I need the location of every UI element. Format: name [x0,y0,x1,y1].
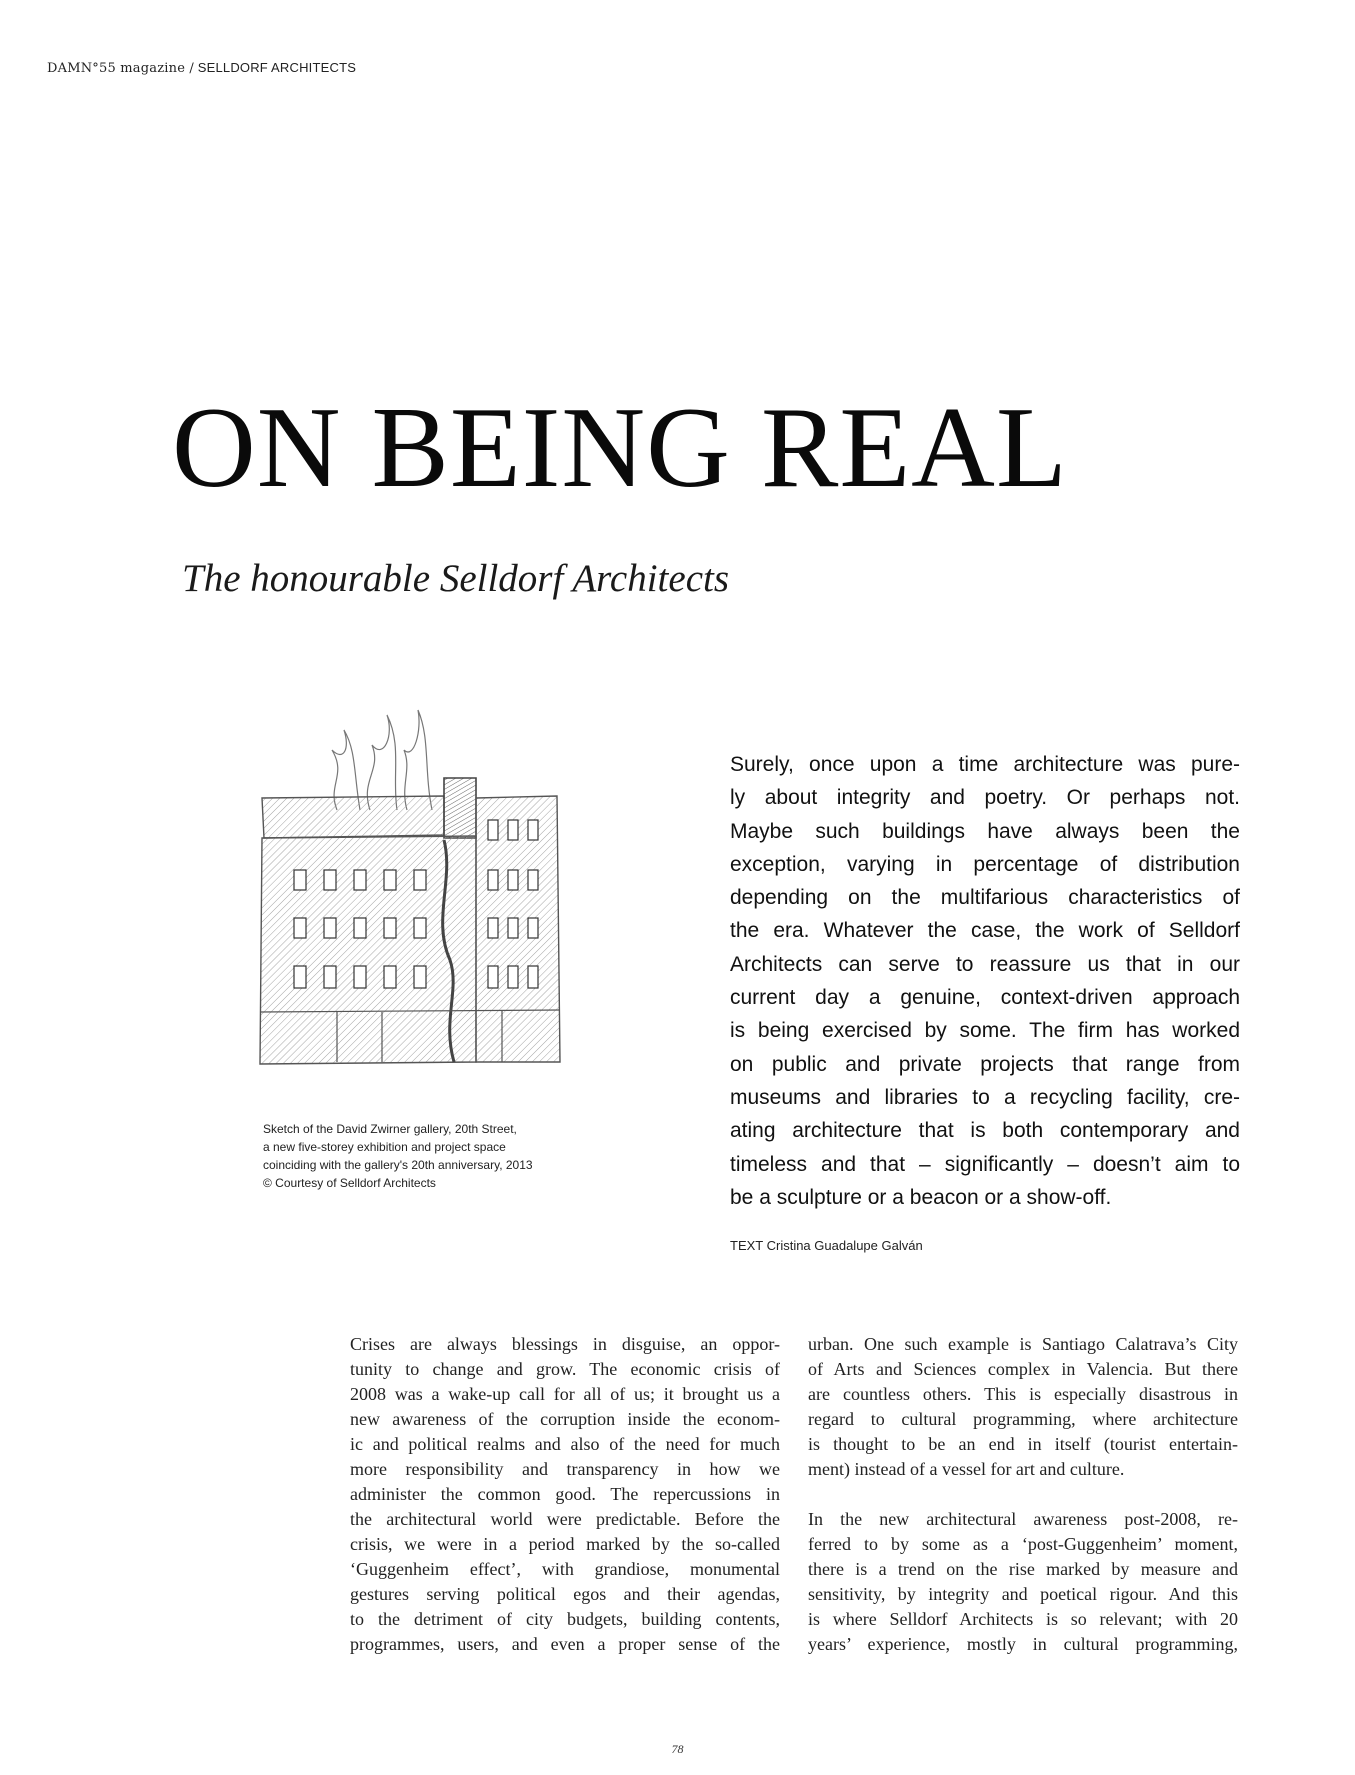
body-line: sensitivity, by integrity and poetical rigour. And this [808,1584,1238,1604]
page-number: 78 [671,1742,684,1756]
intro-line: current day a genuine, context-driven approach [730,986,1240,1010]
body-line: urban. One such example is Santiago Calatrava’s City [808,1334,1238,1354]
body-line: tunity to change and grow. The economic crisis of [350,1359,780,1379]
intro-line: Surely, once upon a time architecture was pure- [730,753,1240,776]
body-column-left [350,1332,780,1657]
body-line: of Arts and Sciences complex in Valencia. But there [808,1359,1238,1379]
body-line: In the new architectural awareness post-2008, re- [808,1509,1238,1529]
author-credit: TEXT Cristina Guadalupe Galván [730,1238,923,1253]
figure-caption [263,1120,603,1192]
article-title: ON BEING REAL [172,384,1068,512]
body-line: years’ experience, mostly in cultural programming, [808,1634,1238,1654]
body-line: there is a trend on the rise marked by measure and [808,1559,1238,1579]
intro-line: ating architecture that is both contemporary and [730,1119,1240,1143]
body-line: crisis, we were in a period marked by the so-called [350,1534,780,1554]
body-line: the architectural world were predictable. Before the [350,1509,780,1529]
body-line: ferred to by some as a ‘post-Guggenheim’ moment, [808,1534,1238,1554]
body-line: is thought to be an end in itself (tourist entertain- [808,1434,1238,1454]
intro-line: timeless and that – significantly – doesn’t aim to [730,1152,1240,1176]
building-sketch-image [232,690,642,1120]
running-head [47,60,356,77]
body-line: is where Selldorf Architects is so relevant; with 20 [808,1609,1238,1629]
body-line: ment) instead of a vessel for art and culture. [808,1459,1125,1479]
intro-line: ly about integrity and poetry. Or perhaps not. [730,786,1240,810]
running-head-section: SELLDORF ARCHITECTS [197,60,357,75]
intro-line: museums and libraries to a recycling facility, cre- [730,1085,1240,1109]
body-line: to the detriment of city budgets, building contents, [350,1609,780,1629]
intro-line: exception, varying in percentage of distribution [730,852,1240,876]
caption-line: Sketch of the David Zwirner gallery, 20th Street, [263,1122,517,1136]
body-line: gestures serving political egos and their agendas, [350,1584,780,1604]
body-line: ic and political realms and also of the need for much [350,1434,780,1454]
caption-credit: © Courtesy of Selldorf Architects [263,1176,436,1190]
intro-line: on public and private projects that range from [730,1052,1240,1076]
intro-line: the era. Whatever the case, the work of Selldorf [730,919,1240,943]
body-column-right [808,1332,1238,1657]
body-line: programmes, users, and even a proper sense of the [350,1634,780,1654]
building-sketch-drawing [232,690,642,1120]
body-line: Crises are always blessings in disguise, an oppor- [350,1334,780,1354]
caption-line: a new five-storey exhibition and project space [263,1140,506,1154]
body-line: ‘Guggenheim effect’, with grandiose, monumental [350,1559,780,1579]
caption-line: coinciding with the gallery's 20th anniversary, 2013 [263,1158,533,1172]
body-line: 2008 was a wake-up call for all of us; it brought us a [350,1384,780,1404]
body-line: administer the common good. The repercussions in [350,1484,780,1504]
intro-line: Architects can serve to reassure us that in our [730,952,1240,976]
intro-paragraph [730,748,1240,1214]
intro-line: be a sculpture or a beacon or a show-off. [730,1185,1112,1209]
article-subtitle: The honourable Selldorf Architects [182,557,730,600]
body-line: regard to cultural programming, where architecture [808,1409,1238,1429]
intro-line: Maybe such buildings have always been the [730,819,1240,843]
intro-line: is being exercised by some. The firm has worked [730,1019,1240,1043]
body-line: more responsibility and transparency in how we [350,1459,780,1479]
body-line: are countless others. This is especially disastrous in [808,1384,1238,1404]
intro-line: depending on the multifarious characteristics of [730,886,1240,910]
running-head-magazine: DAMN°55 magazine / [47,61,195,76]
body-line: new awareness of the corruption inside the econom- [350,1409,780,1429]
paragraph-gap [808,1482,1238,1507]
